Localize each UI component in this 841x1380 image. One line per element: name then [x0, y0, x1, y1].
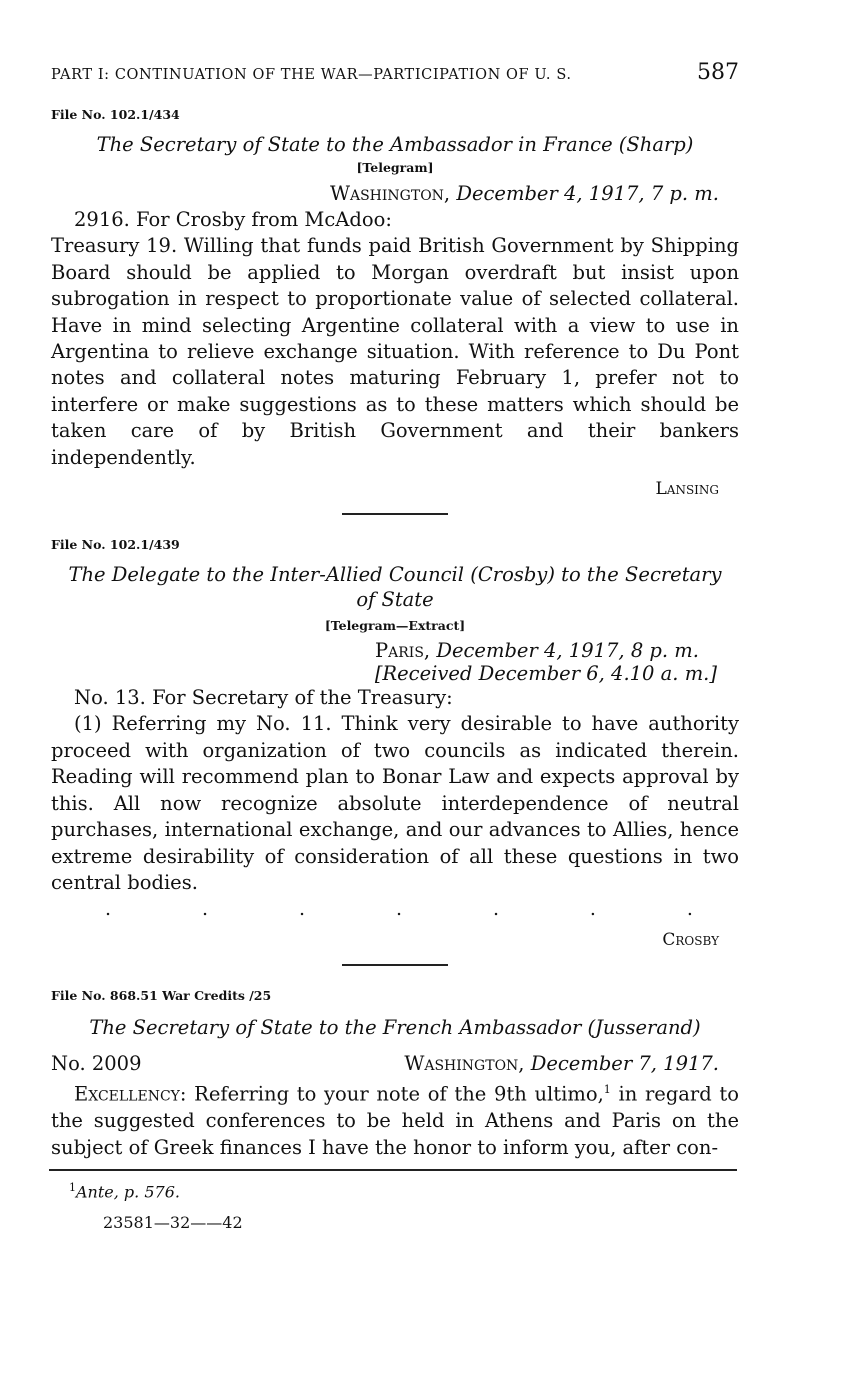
- dateline-date: December 4, 1917, 7 p. m.: [456, 182, 719, 205]
- dateline: [404, 1052, 719, 1075]
- omission-dot: .: [105, 898, 112, 921]
- footnote-rule: [49, 1169, 737, 1171]
- omission-dots: [51, 898, 739, 920]
- document-title: The Delegate to the Inter-Allied Council (Crosby) to the Secretary: [68, 563, 722, 587]
- document-type: [Telegram—Extract]: [324, 618, 466, 634]
- dateline: [51, 639, 739, 662]
- document-title: The Secretary of State to the Ambassador in France (Sharp): [96, 133, 694, 156]
- omission-dot: .: [395, 898, 402, 921]
- dateline-date: December 7, 1917.: [530, 1052, 719, 1076]
- document-title: The Secretary of State to the French Ambassador (Jusserand): [89, 1016, 701, 1040]
- footnote-text: Ante, p. 576.: [76, 1182, 180, 1202]
- omission-dot: .: [589, 898, 596, 921]
- dateline-place: Paris,: [375, 639, 431, 663]
- running-head: [51, 60, 739, 85]
- omission-dot: .: [492, 898, 499, 921]
- telegram-opening: 2916. For Crosby from McAdoo:: [74, 208, 392, 231]
- page-number: 587: [697, 60, 739, 85]
- section-divider: [342, 513, 448, 515]
- dateline-place: Washington,: [329, 182, 451, 205]
- signature: Lansing: [655, 479, 719, 500]
- dateline: [51, 182, 739, 205]
- note-body: [51, 1077, 739, 1161]
- footnote: [51, 1181, 739, 1201]
- telegram-body: Treasury 19. Willing that funds paid British Government by Shipping Board should be applied to Morgan overdraft but insist upon subrogation in respect to proportionate value of selected collateral. Have in mind selecting Argentine collateral with a view to use in Argentina to relieve exchange situation. With reference to Du Pont notes and collateral notes maturing February 1, prefer not to interfere or make suggestions as to these matters which should be taken care of by British Government and their bankers independently.: [51, 234, 739, 469]
- footnote-marker: 1: [69, 1181, 76, 1195]
- note-body-part1: Referring to your note of the 9th ultimo,: [186, 1082, 604, 1106]
- salutation: Excellency:: [74, 1082, 187, 1106]
- omission-dot: .: [201, 898, 209, 921]
- omission-dot: .: [686, 898, 693, 921]
- file-number: File No. 102.1/439: [51, 537, 180, 553]
- document-page: [51, 60, 739, 1232]
- dateline-place: Washington,: [404, 1052, 525, 1076]
- file-number: File No. 868.51 War Credits /25: [51, 988, 272, 1004]
- document-type: [Telegram]: [356, 160, 434, 175]
- note-body-part2: in regard to the suggested conferences to be held in Athens and Paris on the subject of Greek finances I have the honor to inform you, after con-: [51, 1082, 739, 1159]
- telegram-opening: No. 13. For Secretary of the Treasury:: [74, 686, 453, 710]
- received-line: [Received December 6, 4.10 a. m.]: [374, 662, 717, 686]
- section-divider: [342, 964, 448, 966]
- note-number-date: [51, 1052, 739, 1075]
- omission-dot: .: [298, 898, 306, 921]
- note-number: No. 2009: [51, 1052, 142, 1076]
- telegram-body: (1) Referring my No. 11. Think very desirable to have authority proceed with organization of two councils as indicated therein. Reading will recommend plan to Bonar Law and expects approval by this. All now recognize absolute interdependence of neutral purchases, international exchange, and our advances to Allies, hence extreme desirability of consideration of all these questions in two central bodies.: [51, 712, 739, 894]
- dateline-date: December 4, 1917, 8 p. m.: [436, 639, 699, 663]
- running-head-title: PART I: CONTINUATION OF THE WAR—PARTICIPATION OF U. S.: [51, 67, 572, 83]
- file-number: File No. 102.1/434: [51, 107, 180, 122]
- document-title-continued: of State: [356, 588, 434, 612]
- signature: Crosby: [662, 930, 719, 951]
- footnote-reference: 1: [603, 1083, 611, 1097]
- printer-code: 23581—32——42: [103, 1213, 243, 1233]
